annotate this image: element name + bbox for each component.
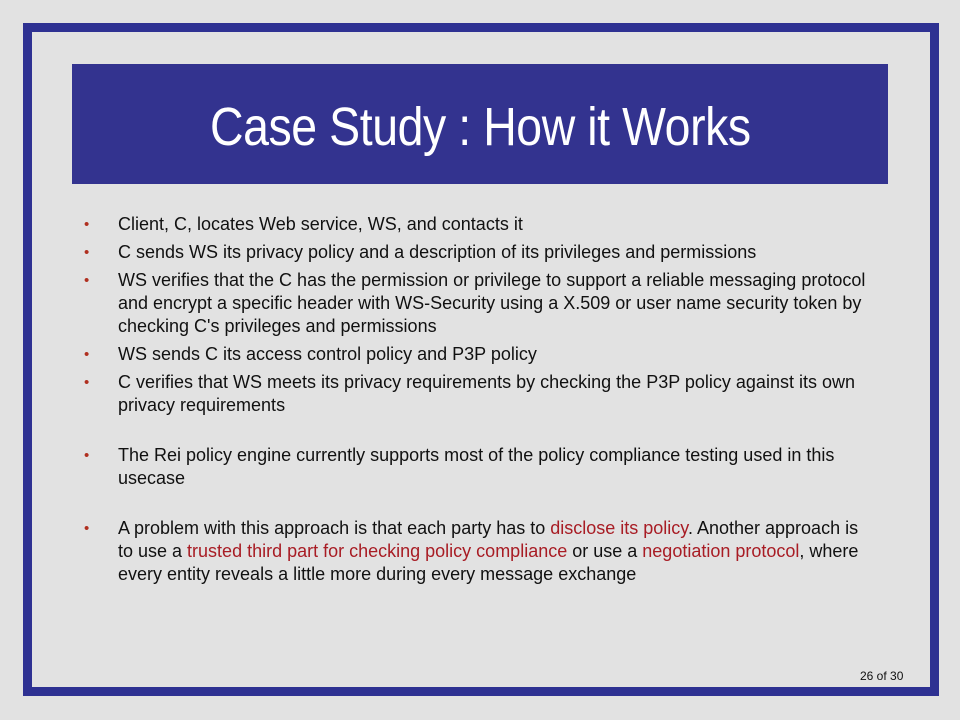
bullet-text bbox=[118, 518, 858, 584]
bullet-text: WS verifies that the C has the permission or privilege to support a reliable messaging protocol and encrypt a specific header with WS-Security using a X.509 or user name security token by checking C's privileges and permissions bbox=[118, 270, 866, 336]
bullet-item bbox=[84, 444, 874, 490]
bullet-marker: • bbox=[84, 244, 90, 261]
bullet-item bbox=[84, 213, 874, 236]
highlight-disclose-policy: disclose its policy bbox=[550, 518, 688, 538]
bullet-item bbox=[84, 517, 874, 586]
text-run: , where every entity reveals a little more during every message exchange bbox=[118, 541, 859, 584]
page-number: 26 of 30 bbox=[860, 669, 904, 683]
bullet-text: The Rei policy engine currently supports most of the policy compliance testing used in this usecase bbox=[118, 445, 835, 488]
bullet-marker: • bbox=[84, 272, 90, 289]
bullet-text: C verifies that WS meets its privacy requirements by checking the P3P policy against its own privacy requirements bbox=[118, 372, 855, 415]
bullet-item bbox=[84, 343, 874, 366]
bullet-list bbox=[84, 213, 874, 591]
bullet-marker: • bbox=[84, 447, 90, 464]
bullet-marker: • bbox=[84, 520, 90, 537]
slide-title: Case Study : How it Works bbox=[209, 97, 751, 157]
text-run: or use a bbox=[567, 541, 643, 561]
bullet-item bbox=[84, 269, 874, 338]
highlight-trusted-third-party: trusted third part for checking policy compliance bbox=[187, 541, 568, 561]
text-run: A problem with this approach is that each party has to bbox=[118, 518, 551, 538]
title-bar bbox=[72, 64, 888, 184]
bullet-marker: • bbox=[84, 374, 90, 391]
bullet-text: Client, C, locates Web service, WS, and contacts it bbox=[118, 214, 523, 234]
highlight-negotiation-protocol: negotiation protocol bbox=[642, 541, 800, 561]
bullet-item bbox=[84, 241, 874, 264]
bullet-marker: • bbox=[84, 216, 90, 233]
bullet-marker: • bbox=[84, 346, 90, 363]
text-run: . Another approach is to use a bbox=[118, 518, 859, 561]
bullet-text: C sends WS its privacy policy and a description of its privileges and permissions bbox=[118, 242, 757, 262]
bullet-item bbox=[84, 371, 874, 417]
bullet-text: WS sends C its access control policy and P3P policy bbox=[118, 344, 537, 364]
